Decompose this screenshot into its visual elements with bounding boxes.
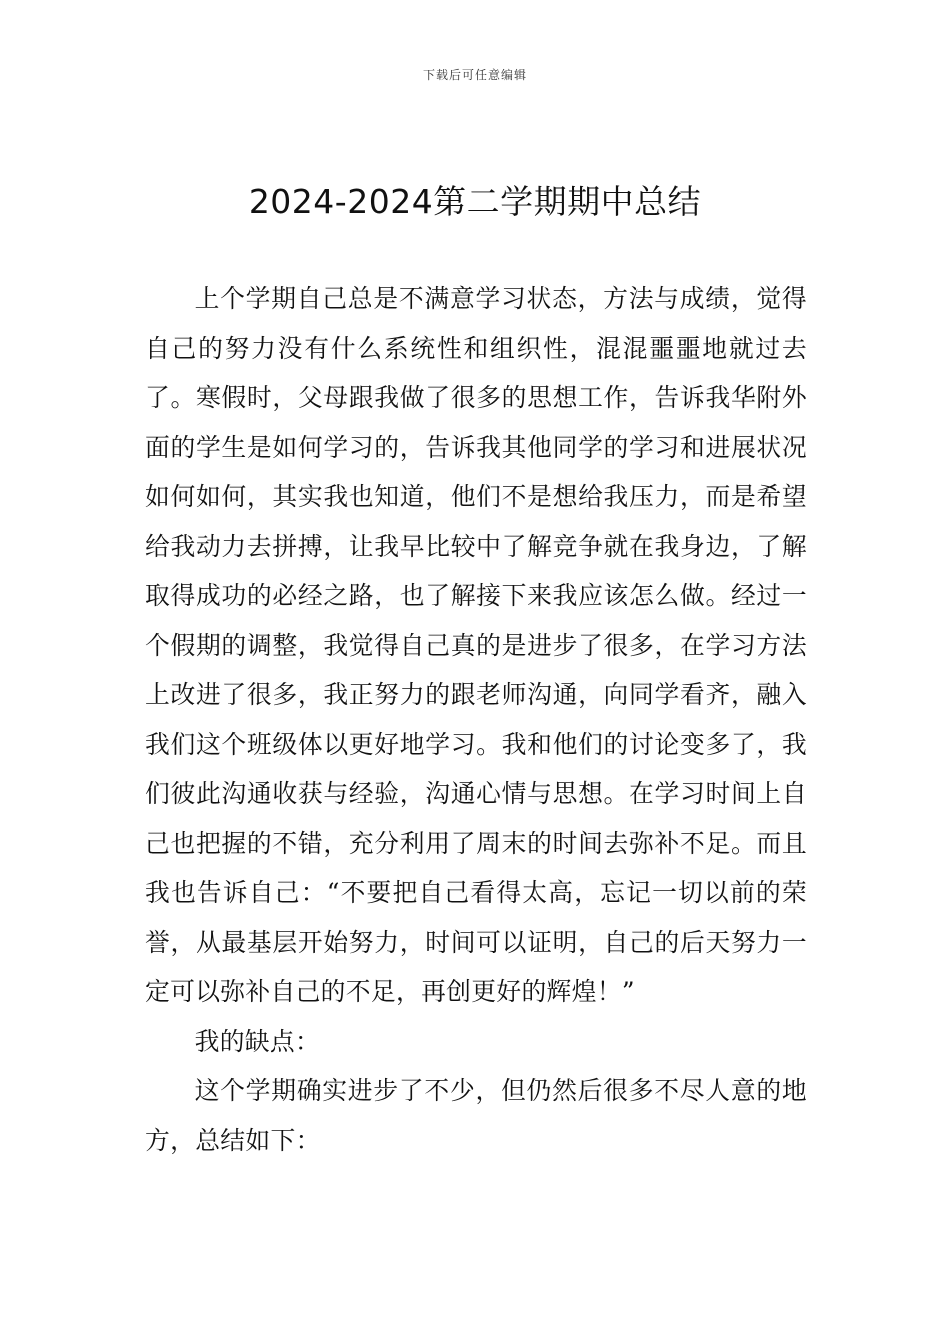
paragraph-intro: 上个学期自己总是不满意学习状态，方法与成绩，觉得自己的努力没有什么系统性和组织性，混混噩噩地就过去了。寒假时，父母跟我做了很多的思想工作，告诉我华附外面的学生是如何学习的，告诉我其他同学的学习和进展状况如何如何，其实我也知道，他们不是想给我压力，而是希望给我动力去拼搏，让我早比较中了解竞争就在我身边，了解取得成功的必经之路，也了解接下来我应该怎么做。经过一个假期的调整，我觉得自己真的是进步了很多，在学习方法上改进了很多，我正努力的跟老师沟通，向同学看齐，融入我们这个班级体以更好地学习。我和他们的讨论变多了，我们彼此沟通收获与经验，沟通心情与思想。在学习时间上自己也把握的不错，充分利用了周末的时间去弥补不足。而且我也告诉自己：“不要把自己看得太高，忘记一切以前的荣誉，从最基层开始努力，时间可以证明，自己的后天努力一定可以弥补自己的不足，再创更好的辉煌！” xyxy=(145,284,807,1006)
header-note: 下载后可任意编辑 xyxy=(422,68,527,82)
document-title: 2024-2024第二学期期中总结 xyxy=(248,182,702,221)
paragraph-shortcomings-heading: 我的缺点： xyxy=(194,1026,321,1056)
document-body xyxy=(145,274,807,1165)
paragraph-summary: 这个学期确实进步了不少，但仍然后很多不尽人意的地方，总结如下： xyxy=(145,1076,807,1155)
